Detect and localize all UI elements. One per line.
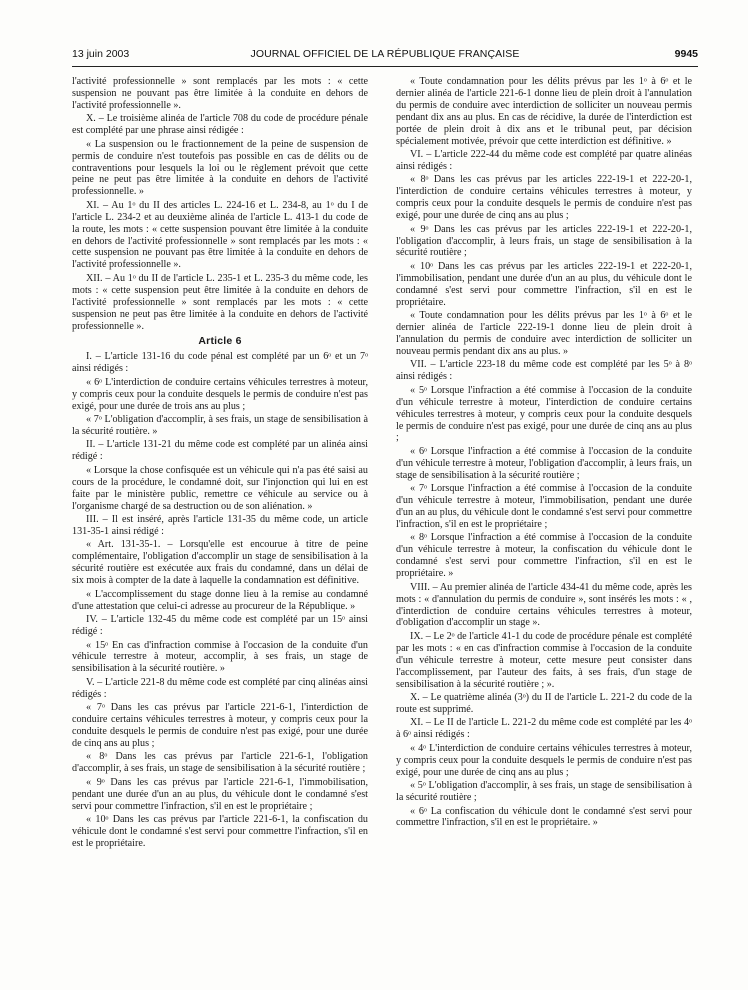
paragraph: I. – L'article 131-16 du code pénal est complété par un 6ᵒ et un 7ᵒ ainsi rédigés :	[72, 351, 368, 375]
paragraph: « 15ᵒ En cas d'infraction commise à l'occasion de la conduite d'un véhicule terrestre à moteur, accomplir, à ses frais, un stage de sensibilisation à la sécurité routière. »	[72, 639, 368, 675]
paragraph: « 10ᵒ Dans les cas prévus par l'article 221-6-1, la confiscation du véhicule dont le condamné s'est servi pour commettre l'infraction, s'il en est le propriétaire.	[72, 814, 368, 849]
paragraph: XI. – Au 1ᵒ du II des articles L. 224-16 et L. 234-8, au 1ᵒ du I de l'article L. 234-2 et au deuxième alinéa de l'article L. 413-1 du code de la route, les mots : « cette suspension pouvant être limitée à la conduite en dehors de l'activité professionnelle » sont remplacés par les mots : « cette suspension ne pouvant pas être limitée à la conduite en dehors de l'activité professionnelle ».	[72, 199, 368, 271]
paragraph: XII. – Au 1ᵒ du II de l'article L. 235-1 et L. 235-3 du même code, les mots : « cette suspension peut être limitée à la conduite en dehors de l'activité professionnelle » sont remplacés par les mots : « cette suspension ne peut pas être limitée à la conduite en dehors de l'activité professionnelle ».	[72, 272, 368, 332]
paragraph: l'activité professionnelle » sont remplacés par les mots : « cette suspension ne pouvant pas être limitée à la conduite en dehors de l'activité professionnelle ».	[72, 76, 368, 111]
paragraph: IV. – L'article 132-45 du même code est complété par un 15ᵒ ainsi rédigé :	[72, 614, 368, 637]
paragraph: « 9ᵒ Dans les cas prévus par les articles 222-19-1 et 222-20-1, l'obligation d'accomplir, à leurs frais, un stage de sensibilisation à la sécurité routière ;	[396, 223, 692, 259]
paragraph: « 5ᵒ L'obligation d'accomplir, à ses frais, un stage de sensibilisation à la sécurité routière ;	[396, 780, 692, 804]
paragraph: « 8ᵒ Lorsque l'infraction a été commise à l'occasion de la conduite d'un véhicule terrestre à moteur, la confiscation du véhicule dont le condamné s'est servi pour commettre l'infraction, s'il en est le propriétaire. »	[396, 532, 692, 580]
paragraph: XI. – Le II de l'article L. 221-2 du même code est complété par les 4ᵒ à 6ᵒ ainsi rédigés :	[396, 717, 692, 741]
paragraph: « 7ᵒ Lorsque l'infraction a été commise à l'occasion de la conduite d'un véhicule terrestre à moteur, l'immobilisation, pendant une durée d'un an au plus, du véhicule dont le condamné s'est servi pour commettre l'infraction, s'il en est le propriétaire ;	[396, 483, 692, 530]
paragraph: « Lorsque la chose confisquée est un véhicule qui n'a pas été saisi au cours de la procédure, le condamné doit, sur l'injonction qui lui en est faite par le ministère public, remettre ce véhicule au service ou à l'organisme chargé de sa destruction ou de son aliénation. »	[72, 464, 368, 512]
paragraph: V. – L'article 221-8 du même code est complété par cinq alinéas ainsi rédigés :	[72, 676, 368, 700]
paragraph: « La suspension ou le fractionnement de la peine de suspension de permis de conduire n'est toutefois pas possible en cas de délits ou de contraventions pour lesquels la loi ou le règlement prévoit que cette peine ne peut pas être limitée à la conduite en dehors de l'activité professionnelle. »	[72, 138, 368, 198]
paragraph: II. – L'article 131-21 du même code est complété par un alinéa ainsi rédigé :	[72, 439, 368, 463]
paragraph: III. – Il est inséré, après l'article 131-35 du même code, un article 131-35-1 ainsi rédigé :	[72, 514, 368, 537]
paragraph: IX. – Le 2ᵒ de l'article 41-1 du code de procédure pénale est complété par les mots : « en cas d'infraction commise à l'occasion de la conduite d'un véhicule terrestre à moteur, cette mesure peut consister dans l'accomplissement, par l'auteur des faits, à ses frais, d'un stage de sensibilisation à la sécurité routière ; ».	[396, 630, 692, 690]
paragraph: X. – Le troisième alinéa de l'article 708 du code de procédure pénale est complété par une phrase ainsi rédigée :	[72, 113, 368, 137]
paragraph: « 6ᵒ La confiscation du véhicule dont le condamné s'est servi pour commettre l'infraction, s'il en est le propriétaire. »	[396, 805, 692, 829]
right-column	[396, 76, 692, 976]
paragraph: « Art. 131-35-1. – Lorsqu'elle est encourue à titre de peine complémentaire, l'obligation d'accomplir un stage de sensibilisation à la sécurité routière est exécutée aux frais du condamné, dans un délai de six mois à compter de la date à laquelle la condamnation est définitive.	[72, 539, 368, 587]
paragraph: « Toute condamnation pour les délits prévus par les 1ᵒ à 6ᵒ et le dernier alinéa de l'article 221-6-1 donne lieu de plein droit à l'annulation du permis de conduire avec interdiction de solliciter un nouveau permis pendant dix ans au plus. En cas de récidive, la durée de l'interdiction est portée de plein droit à dix ans et le tribunal peut, par décision spécialement motivée, prévoir que cette interdiction est définitive. »	[396, 76, 692, 147]
header-journal-title: JOURNAL OFFICIEL DE LA RÉPUBLIQUE FRANÇAISE	[250, 48, 520, 60]
paragraph: X. – Le quatrième alinéa (3ᵒ) du II de l'article L. 221-2 du code de la route est supprimé.	[396, 692, 692, 715]
header-rule	[72, 66, 698, 67]
article-heading: Article 6	[198, 335, 242, 348]
paragraph: « 10ᵒ Dans les cas prévus par les articles 222-19-1 et 222-20-1, l'immobilisation, pendant une durée d'un an au plus, du véhicule dont le condamné s'est servi pour commettre l'infraction, s'il en est le propriétaire.	[396, 260, 692, 308]
paragraph: « 4ᵒ L'interdiction de conduire certains véhicules terrestres à moteur, y compris ceux pour la conduite desquels le permis de conduire n'est pas exigé, pour une durée de cinq ans au plus ;	[396, 742, 692, 778]
paragraph: « 9ᵒ Dans les cas prévus par l'article 221-6-1, l'immobilisation, pendant une durée d'un an au plus, du véhicule dont le condamné s'est servi pour commettre l'infraction, s'il en est le propriétaire ;	[72, 776, 368, 812]
paragraph: « 6ᵒ Lorsque l'infraction a été commise à l'occasion de la conduite d'un véhicule terrestre à moteur, l'obligation d'accomplir, à leurs frais, un stage de sensibilisation à la sécurité routière ;	[396, 445, 692, 481]
paragraph: VII. – L'article 223-18 du même code est complété par les 5ᵒ à 8ᵒ ainsi rédigés :	[396, 359, 692, 383]
paragraph: « Toute condamnation pour les délits prévus par les 1ᵒ à 6ᵒ et le dernier alinéa de l'article 222-19-1 donne lieu de plein droit à l'annulation du permis de conduire avec interdiction de solliciter un nouveau permis pendant dix ans au plus. »	[396, 310, 692, 357]
header-date: 13 juin 2003	[72, 48, 130, 60]
header-page-number: 9945	[674, 48, 698, 60]
paragraph: « 8ᵒ Dans les cas prévus par les articles 222-19-1 et 222-20-1, l'interdiction de conduire certains véhicules terrestres à moteur, y compris ceux pour la conduite desquels le permis de conduire n'est pas exigé, pour une durée de cinq ans au plus ;	[396, 174, 692, 222]
paragraph: « 7ᵒ Dans les cas prévus par l'article 221-6-1, l'interdiction de conduire certains véhicules terrestres à moteur, y compris ceux pour la conduite desquels le permis de conduire n'est pas exigé, pour une durée de cinq ans au plus ;	[72, 702, 368, 749]
paragraph: « 8ᵒ Dans les cas prévus par l'article 221-6-1, l'obligation d'accomplir, à ses frais, un stage de sensibilisation à la sécurité routière ;	[72, 751, 368, 775]
paragraph: VI. – L'article 222-44 du même code est complété par quatre alinéas ainsi rédigés :	[396, 149, 692, 172]
paragraph: « L'accomplissement du stage donne lieu à la remise au condamné d'une attestation que celui-ci adresse au procureur de la République. »	[72, 588, 368, 612]
page-header	[72, 48, 698, 68]
left-column	[72, 76, 368, 976]
paragraph: « 5ᵒ Lorsque l'infraction a été commise à l'occasion de la conduite d'un véhicule terrestre à moteur, l'interdiction de conduire certains véhicules terrestres à moteur, y compris ceux pour la conduite desquels le permis de conduire n'est pas exigé, pour une durée de cinq ans au plus ;	[396, 384, 692, 444]
paragraph: « 6ᵒ L'interdiction de conduire certains véhicules terrestres à moteur, y compris ceux pour la conduite desquels le permis de conduire n'est pas exigé, pour une durée de trois ans au plus ;	[72, 376, 368, 412]
paragraph: VIII. – Au premier alinéa de l'article 434-41 du même code, après les mots : « d'annulation du permis de conduire », sont insérés les mots : « , d'interdiction de conduire certains véhicules terrestres à moteur, d'obligation d'accomplir un stage ».	[396, 581, 692, 629]
paragraph: « 7ᵒ L'obligation d'accomplir, à ses frais, un stage de sensibilisation à la sécurité routière. »	[72, 414, 368, 437]
